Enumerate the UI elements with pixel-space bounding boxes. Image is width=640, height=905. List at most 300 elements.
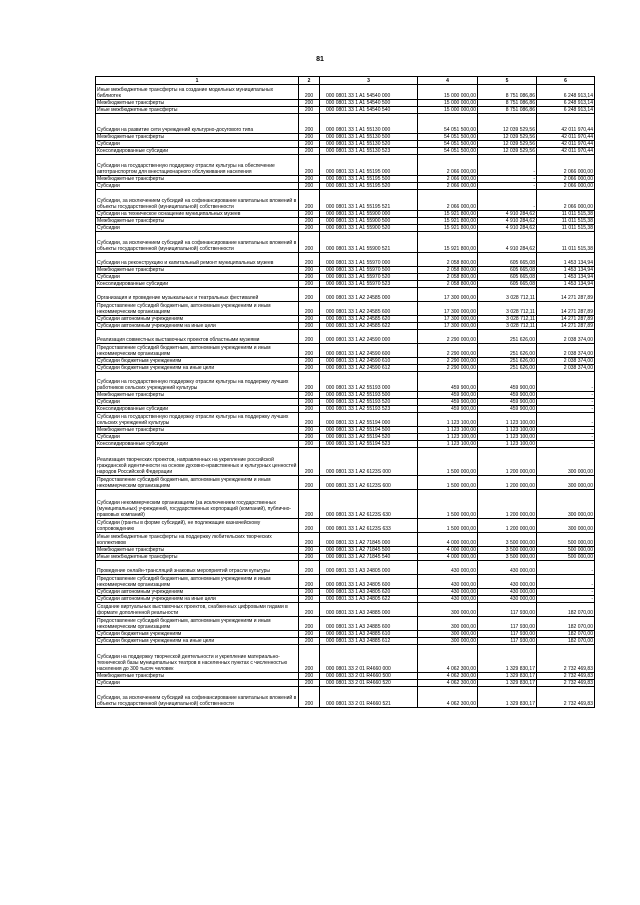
- row-kbk-cell: 000 0801 33 1 A2 55193 523: [320, 406, 418, 413]
- row-kbk-cell: 000 0801 33 2 01 R4660 520: [320, 680, 418, 687]
- row-plan-cell: 15 921 800,00: [418, 232, 478, 253]
- row-fact-cell: 459 900,00: [478, 406, 537, 413]
- row-rest-cell: -: [537, 406, 595, 413]
- row-kbk-cell: 000 0801 33 1 A1 55970 500: [320, 267, 418, 274]
- row-fact-cell: 605 665,08: [478, 253, 537, 267]
- row-name-cell: Межбюджетные трансферты: [96, 218, 299, 225]
- row-name-cell: Консолидированные субсидии: [96, 406, 299, 413]
- row-name-cell: Иные межбюджетные трансферты на поддержку любительских творческих коллективов: [96, 533, 299, 547]
- row-rest-cell: -: [537, 413, 595, 427]
- row-name-cell: Субсидии на поддержку творческой деятельности и укрепление материально-технической базы муниципальных театров в населенных пунктах с численностью населения до 300 тысяч человек: [96, 645, 299, 673]
- table-row: [96, 547, 595, 554]
- row-fact-cell: 4 910 284,62: [478, 225, 537, 232]
- row-fact-cell: 4 910 284,62: [478, 232, 537, 253]
- table-row: [96, 631, 595, 638]
- row-plan-cell: 15 000 000,00: [418, 85, 478, 100]
- row-code-cell: 200: [299, 218, 320, 225]
- table-row: [96, 114, 595, 134]
- row-plan-cell: 4 062 300,00: [418, 645, 478, 673]
- row-code-cell: 200: [299, 490, 320, 519]
- row-plan-cell: 54 051 500,00: [418, 134, 478, 141]
- row-name-cell: Субсидии бюджетным учреждениям: [96, 358, 299, 365]
- table-row: [96, 148, 595, 155]
- table-row: [96, 358, 595, 365]
- row-fact-cell: 1 200 000,00: [478, 448, 537, 476]
- row-plan-cell: 1 500 000,00: [418, 490, 478, 519]
- row-code-cell: 200: [299, 673, 320, 680]
- row-fact-cell: 430 000,00: [478, 596, 537, 603]
- row-rest-cell: 42 011 970,44: [537, 114, 595, 134]
- row-rest-cell: 2 732 469,83: [537, 687, 595, 708]
- header-cell: 6: [537, 77, 595, 85]
- row-kbk-cell: 000 0801 33 1 A2 24585 622: [320, 323, 418, 330]
- row-name-cell: Субсидии: [96, 183, 299, 190]
- row-kbk-cell: 000 0801 33 1 A2 24590 612: [320, 365, 418, 372]
- row-plan-cell: 4 000 000,00: [418, 533, 478, 547]
- row-plan-cell: 300 000,00: [418, 617, 478, 631]
- row-plan-cell: 17 300 000,00: [418, 302, 478, 316]
- row-code-cell: 200: [299, 547, 320, 554]
- row-plan-cell: 1 123 100,00: [418, 413, 478, 427]
- row-rest-cell: 2 066 000,00: [537, 176, 595, 183]
- row-fact-cell: 251 626,00: [478, 365, 537, 372]
- row-rest-cell: 2 038 374,00: [537, 330, 595, 344]
- row-code-cell: 200: [299, 323, 320, 330]
- row-name-cell: Субсидии (гранты в форме субсидий), не подлежащие казначейскому сопровождению: [96, 519, 299, 533]
- row-name-cell: Субсидии: [96, 680, 299, 687]
- row-fact-cell: 1 329 830,17: [478, 673, 537, 680]
- row-name-cell: Субсидии на государственную поддержку отрасли культуры на поддержку лучших работников сельских учреждений культуры: [96, 372, 299, 392]
- row-rest-cell: 2 038 374,00: [537, 358, 595, 365]
- row-code-cell: 200: [299, 281, 320, 288]
- row-rest-cell: 1 453 134,94: [537, 253, 595, 267]
- row-name-cell: Субсидии бюджетным учреждениям на иные цели: [96, 365, 299, 372]
- row-kbk-cell: 000 0801 33 1 A3 24885 000: [320, 603, 418, 617]
- row-name-cell: Субсидии: [96, 225, 299, 232]
- row-kbk-cell: 000 0801 33 1 A2 6123S 000: [320, 448, 418, 476]
- row-kbk-cell: 000 0801 33 1 A1 54540 500: [320, 100, 418, 107]
- row-plan-cell: 2 290 000,00: [418, 330, 478, 344]
- table-row: [96, 561, 595, 575]
- row-fact-cell: 117 930,00: [478, 638, 537, 645]
- row-name-cell: Субсидии автономным учреждениям на иные цели: [96, 596, 299, 603]
- row-name-cell: Субсидии: [96, 274, 299, 281]
- row-name-cell: Субсидии автономным учреждениям: [96, 316, 299, 323]
- row-kbk-cell: 000 0801 33 1 A1 55195 500: [320, 176, 418, 183]
- row-kbk-cell: 000 0801 33 1 A1 55900 500: [320, 218, 418, 225]
- row-fact-cell: 3 028 712,11: [478, 316, 537, 323]
- row-fact-cell: 4 910 284,62: [478, 211, 537, 218]
- row-kbk-cell: 000 0801 33 1 A1 55195 520: [320, 183, 418, 190]
- row-rest-cell: 42 011 970,44: [537, 134, 595, 141]
- header-cell: 5: [478, 77, 537, 85]
- table-row: [96, 687, 595, 708]
- row-code-cell: 200: [299, 638, 320, 645]
- table-row: [96, 441, 595, 448]
- row-fact-cell: 4 910 284,62: [478, 218, 537, 225]
- row-code-cell: 200: [299, 100, 320, 107]
- table-row: [96, 134, 595, 141]
- row-kbk-cell: 000 0801 33 1 A2 24590 000: [320, 330, 418, 344]
- row-name-cell: Межбюджетные трансферты: [96, 427, 299, 434]
- table-row: [96, 141, 595, 148]
- row-kbk-cell: 000 0801 33 1 A1 55130 000: [320, 114, 418, 134]
- table-row: [96, 267, 595, 274]
- row-fact-cell: 117 930,00: [478, 603, 537, 617]
- row-plan-cell: 300 000,00: [418, 631, 478, 638]
- table-row: [96, 638, 595, 645]
- row-plan-cell: 15 921 800,00: [418, 211, 478, 218]
- row-name-cell: Реализация совместных выставочных проектов областными музеями: [96, 330, 299, 344]
- row-kbk-cell: 000 0801 33 2 01 R4660 000: [320, 645, 418, 673]
- row-fact-cell: 605 665,08: [478, 274, 537, 281]
- row-plan-cell: 1 500 000,00: [418, 476, 478, 490]
- row-plan-cell: 430 000,00: [418, 561, 478, 575]
- row-rest-cell: 42 011 970,44: [537, 141, 595, 148]
- row-rest-cell: -: [537, 561, 595, 575]
- table-row: [96, 107, 595, 114]
- row-rest-cell: 182 070,00: [537, 638, 595, 645]
- row-name-cell: Предоставление субсидий бюджетным, автономным учреждениям и иным некоммерческим организациям: [96, 344, 299, 358]
- row-plan-cell: 459 900,00: [418, 392, 478, 399]
- row-name-cell: Субсидии автономным учреждениям на иные цели: [96, 323, 299, 330]
- row-fact-cell: 3 500 000,00: [478, 554, 537, 561]
- row-rest-cell: -: [537, 399, 595, 406]
- table-row: [96, 476, 595, 490]
- row-name-cell: Субсидии бюджетным учреждениям на иные цели: [96, 638, 299, 645]
- row-plan-cell: 459 900,00: [418, 399, 478, 406]
- row-plan-cell: 2 290 000,00: [418, 365, 478, 372]
- table-row: [96, 323, 595, 330]
- row-rest-cell: -: [537, 427, 595, 434]
- row-rest-cell: 1 453 134,94: [537, 267, 595, 274]
- row-fact-cell: 459 900,00: [478, 392, 537, 399]
- row-kbk-cell: 000 0801 33 1 A3 24805 622: [320, 596, 418, 603]
- row-plan-cell: 1 500 000,00: [418, 448, 478, 476]
- row-fact-cell: 430 000,00: [478, 561, 537, 575]
- row-fact-cell: 3 500 000,00: [478, 533, 537, 547]
- table-row: [96, 645, 595, 673]
- row-name-cell: Иные межбюджетные трансферты: [96, 554, 299, 561]
- row-kbk-cell: 000 0801 33 1 A2 71845 540: [320, 554, 418, 561]
- table-row: [96, 596, 595, 603]
- table-row: [96, 155, 595, 176]
- row-rest-cell: 500 000,00: [537, 533, 595, 547]
- row-fact-cell: 117 930,00: [478, 617, 537, 631]
- row-plan-cell: 2 066 000,00: [418, 155, 478, 176]
- row-fact-cell: 3 028 712,11: [478, 323, 537, 330]
- row-name-cell: Межбюджетные трансферты: [96, 392, 299, 399]
- row-name-cell: Субсидии: [96, 434, 299, 441]
- row-kbk-cell: 000 0801 33 1 A1 55970 000: [320, 253, 418, 267]
- table-header-row: [96, 77, 595, 85]
- row-fact-cell: 251 626,00: [478, 358, 537, 365]
- page-number: 81: [316, 56, 324, 63]
- row-plan-cell: 4 000 000,00: [418, 554, 478, 561]
- row-code-cell: 200: [299, 448, 320, 476]
- row-rest-cell: 14 271 287,89: [537, 316, 595, 323]
- row-plan-cell: 4 062 300,00: [418, 673, 478, 680]
- row-rest-cell: -: [537, 575, 595, 589]
- row-kbk-cell: 000 0801 33 1 A2 55193 500: [320, 392, 418, 399]
- row-kbk-cell: 000 0801 33 1 A2 24590 610: [320, 358, 418, 365]
- row-name-cell: Субсидии, за исключением субсидий на софинансирование капитальных вложений в объекты государственной (муниципальной) собственности: [96, 232, 299, 253]
- row-kbk-cell: 000 0801 33 1 A3 24885 600: [320, 617, 418, 631]
- row-rest-cell: 2 066 000,00: [537, 183, 595, 190]
- table-row: [96, 281, 595, 288]
- row-name-cell: Субсидии: [96, 141, 299, 148]
- row-rest-cell: 2 732 469,83: [537, 680, 595, 687]
- row-code-cell: 200: [299, 434, 320, 441]
- row-code-cell: 200: [299, 441, 320, 448]
- row-code-cell: 200: [299, 399, 320, 406]
- row-plan-cell: 2 058 800,00: [418, 274, 478, 281]
- table-row: [96, 399, 595, 406]
- table-row: [96, 85, 595, 100]
- row-kbk-cell: 000 0801 33 1 A2 55194 523: [320, 441, 418, 448]
- row-name-cell: Субсидии автономным учреждениям: [96, 589, 299, 596]
- row-plan-cell: 2 066 000,00: [418, 190, 478, 211]
- row-plan-cell: 17 300 000,00: [418, 316, 478, 323]
- table-row: [96, 344, 595, 358]
- row-name-cell: Консолидированные субсидии: [96, 441, 299, 448]
- table-row: [96, 365, 595, 372]
- row-kbk-cell: 000 0801 33 1 A2 55193 520: [320, 399, 418, 406]
- table-row: [96, 232, 595, 253]
- row-fact-cell: 117 930,00: [478, 631, 537, 638]
- row-rest-cell: 300 000,00: [537, 448, 595, 476]
- row-fact-cell: 1 329 830,17: [478, 687, 537, 708]
- table-row: [96, 617, 595, 631]
- row-code-cell: 200: [299, 148, 320, 155]
- table-row: [96, 288, 595, 302]
- row-rest-cell: 2 066 000,00: [537, 155, 595, 176]
- row-code-cell: 200: [299, 645, 320, 673]
- row-code-cell: 200: [299, 533, 320, 547]
- row-kbk-cell: 000 0801 33 1 A2 6123S 600: [320, 476, 418, 490]
- row-kbk-cell: 000 0801 33 1 A2 24590 600: [320, 344, 418, 358]
- row-kbk-cell: 000 0801 33 1 A1 55130 500: [320, 134, 418, 141]
- row-kbk-cell: 000 0801 33 1 A2 55193 000: [320, 372, 418, 392]
- row-name-cell: Межбюджетные трансферты: [96, 176, 299, 183]
- table-row: [96, 575, 595, 589]
- table-row: [96, 372, 595, 392]
- header-cell: 1: [96, 77, 299, 85]
- table-row: [96, 330, 595, 344]
- header-cell: 2: [299, 77, 320, 85]
- row-rest-cell: 2 732 469,83: [537, 645, 595, 673]
- row-code-cell: 200: [299, 476, 320, 490]
- row-rest-cell: 300 000,00: [537, 490, 595, 519]
- table-row: [96, 680, 595, 687]
- row-fact-cell: 605 665,08: [478, 267, 537, 274]
- row-plan-cell: 430 000,00: [418, 589, 478, 596]
- row-fact-cell: -: [478, 183, 537, 190]
- row-rest-cell: 1 453 134,94: [537, 281, 595, 288]
- row-code-cell: 200: [299, 330, 320, 344]
- row-code-cell: 200: [299, 253, 320, 267]
- row-fact-cell: 251 626,00: [478, 330, 537, 344]
- row-fact-cell: 1 123 100,00: [478, 427, 537, 434]
- row-plan-cell: 4 062 300,00: [418, 680, 478, 687]
- row-plan-cell: 15 921 800,00: [418, 225, 478, 232]
- row-plan-cell: 2 290 000,00: [418, 344, 478, 358]
- row-fact-cell: 251 626,00: [478, 344, 537, 358]
- row-fact-cell: 605 665,08: [478, 281, 537, 288]
- row-fact-cell: 1 329 830,17: [478, 645, 537, 673]
- row-fact-cell: 12 039 529,56: [478, 134, 537, 141]
- row-code-cell: 200: [299, 176, 320, 183]
- row-plan-cell: 54 051 500,00: [418, 141, 478, 148]
- row-kbk-cell: 000 0801 33 1 A2 6123S 630: [320, 490, 418, 519]
- row-rest-cell: 182 070,00: [537, 631, 595, 638]
- row-rest-cell: 2 038 374,00: [537, 365, 595, 372]
- row-name-cell: Субсидии на государственную поддержку отрасли культуры на поддержку лучших сельских учреждений культуры: [96, 413, 299, 427]
- row-code-cell: 200: [299, 85, 320, 100]
- row-kbk-cell: 000 0801 33 1 A2 6123S 633: [320, 519, 418, 533]
- row-kbk-cell: 000 0801 33 1 A3 24885 610: [320, 631, 418, 638]
- row-name-cell: Субсидии: [96, 399, 299, 406]
- row-rest-cell: 11 011 515,38: [537, 218, 595, 225]
- table-row: [96, 302, 595, 316]
- row-rest-cell: 300 000,00: [537, 476, 595, 490]
- row-name-cell: Субсидии на развитие сети учреждений культурно-досугового типа: [96, 114, 299, 134]
- row-rest-cell: 11 011 515,38: [537, 211, 595, 218]
- row-fact-cell: 459 900,00: [478, 399, 537, 406]
- row-fact-cell: 1 123 100,00: [478, 434, 537, 441]
- row-name-cell: Субсидии, за исключением субсидий на софинансирование капитальных вложений в объекты государственной (муниципальной) собственности: [96, 687, 299, 708]
- table-row: [96, 519, 595, 533]
- row-code-cell: 200: [299, 589, 320, 596]
- row-rest-cell: 500 000,00: [537, 554, 595, 561]
- row-code-cell: 200: [299, 344, 320, 358]
- row-code-cell: 200: [299, 114, 320, 134]
- table-row: [96, 427, 595, 434]
- table-row: [96, 190, 595, 211]
- row-fact-cell: 1 200 000,00: [478, 476, 537, 490]
- row-fact-cell: 3 028 712,11: [478, 288, 537, 302]
- row-kbk-cell: 000 0801 33 1 A1 55970 520: [320, 274, 418, 281]
- row-rest-cell: 6 248 913,14: [537, 100, 595, 107]
- row-code-cell: 200: [299, 225, 320, 232]
- row-fact-cell: 8 751 086,86: [478, 85, 537, 100]
- row-fact-cell: 1 200 000,00: [478, 519, 537, 533]
- row-name-cell: Субсидии бюджетным учреждениям: [96, 631, 299, 638]
- row-code-cell: 200: [299, 687, 320, 708]
- table-row: [96, 406, 595, 413]
- row-name-cell: Предоставление субсидий бюджетным, автономным учреждениям и иным некоммерческим организациям: [96, 476, 299, 490]
- row-plan-cell: 15 000 000,00: [418, 107, 478, 114]
- row-name-cell: Субсидии на реконструкцию и капитальный ремонт муниципальных музеев: [96, 253, 299, 267]
- row-kbk-cell: 000 0801 33 2 01 R4660 500: [320, 673, 418, 680]
- table-row: [96, 253, 595, 267]
- row-code-cell: 200: [299, 631, 320, 638]
- row-code-cell: 200: [299, 267, 320, 274]
- row-kbk-cell: 000 0801 33 1 A2 24585 600: [320, 302, 418, 316]
- row-plan-cell: 2 058 800,00: [418, 267, 478, 274]
- row-code-cell: 200: [299, 617, 320, 631]
- row-rest-cell: -: [537, 589, 595, 596]
- table-row: [96, 225, 595, 232]
- row-plan-cell: 54 051 500,00: [418, 114, 478, 134]
- row-rest-cell: 2 066 000,00: [537, 190, 595, 211]
- row-fact-cell: 12 039 529,56: [478, 114, 537, 134]
- table-row: [96, 100, 595, 107]
- row-kbk-cell: 000 0801 33 1 A1 55195 000: [320, 155, 418, 176]
- row-name-cell: Предоставление субсидий бюджетным, автономным учреждениям и иным некоммерческим организациям: [96, 575, 299, 589]
- table-row: [96, 673, 595, 680]
- row-plan-cell: 300 000,00: [418, 603, 478, 617]
- row-plan-cell: 54 051 500,00: [418, 148, 478, 155]
- row-plan-cell: 459 900,00: [418, 406, 478, 413]
- row-kbk-cell: 000 0801 33 1 A2 55194 500: [320, 427, 418, 434]
- row-fact-cell: 1 200 000,00: [478, 490, 537, 519]
- row-rest-cell: 182 070,00: [537, 617, 595, 631]
- row-kbk-cell: 000 0801 33 1 A2 71845 500: [320, 547, 418, 554]
- table-row: [96, 589, 595, 596]
- budget-table-body: [96, 77, 595, 708]
- row-kbk-cell: 000 0801 33 1 A1 55900 521: [320, 232, 418, 253]
- row-plan-cell: 1 123 100,00: [418, 427, 478, 434]
- row-name-cell: Консолидированные субсидии: [96, 148, 299, 155]
- row-code-cell: 200: [299, 183, 320, 190]
- row-name-cell: Проведение онлайн-трансляций знаковых мероприятий отрасли культуры: [96, 561, 299, 575]
- row-kbk-cell: 000 0801 33 1 A3 24885 612: [320, 638, 418, 645]
- row-code-cell: 200: [299, 107, 320, 114]
- row-name-cell: Межбюджетные трансферты: [96, 267, 299, 274]
- row-kbk-cell: 000 0801 33 1 A1 55900 520: [320, 225, 418, 232]
- row-plan-cell: 300 000,00: [418, 638, 478, 645]
- row-kbk-cell: 000 0801 33 1 A2 24585 620: [320, 316, 418, 323]
- row-code-cell: 200: [299, 680, 320, 687]
- table-row: [96, 554, 595, 561]
- row-name-cell: Межбюджетные трансферты: [96, 547, 299, 554]
- table-row: [96, 218, 595, 225]
- row-code-cell: 200: [299, 190, 320, 211]
- row-code-cell: 200: [299, 392, 320, 399]
- row-kbk-cell: 000 0801 33 1 A3 24805 000: [320, 561, 418, 575]
- row-rest-cell: -: [537, 392, 595, 399]
- row-plan-cell: 430 000,00: [418, 596, 478, 603]
- row-fact-cell: -: [478, 155, 537, 176]
- row-rest-cell: -: [537, 596, 595, 603]
- row-code-cell: 200: [299, 211, 320, 218]
- row-code-cell: 200: [299, 372, 320, 392]
- row-code-cell: 200: [299, 155, 320, 176]
- row-rest-cell: 6 248 913,14: [537, 85, 595, 100]
- row-name-cell: Предоставление субсидий бюджетным, автономным учреждениям и иным некоммерческим организациям: [96, 617, 299, 631]
- row-kbk-cell: 000 0801 33 1 A1 55970 523: [320, 281, 418, 288]
- row-rest-cell: 14 271 287,89: [537, 288, 595, 302]
- row-fact-cell: 1 329 830,17: [478, 680, 537, 687]
- table-row: [96, 448, 595, 476]
- row-kbk-cell: 000 0801 33 1 A1 55195 521: [320, 190, 418, 211]
- table-row: [96, 316, 595, 323]
- row-kbk-cell: 000 0801 33 1 A1 55130 520: [320, 141, 418, 148]
- row-plan-cell: 1 123 100,00: [418, 434, 478, 441]
- row-code-cell: 200: [299, 302, 320, 316]
- row-code-cell: 200: [299, 288, 320, 302]
- row-fact-cell: 8 751 086,86: [478, 100, 537, 107]
- row-code-cell: 200: [299, 232, 320, 253]
- row-name-cell: Предоставление субсидий бюджетным, автономным учреждениям и иным некоммерческим организациям: [96, 302, 299, 316]
- row-plan-cell: 2 058 800,00: [418, 253, 478, 267]
- row-name-cell: Реализация творческих проектов, направленных на укрепление российской гражданской идентичности на основе духовно-нравственных и культурных ценностей народов Российской Федерации: [96, 448, 299, 476]
- row-rest-cell: -: [537, 441, 595, 448]
- row-rest-cell: 42 011 970,44: [537, 148, 595, 155]
- table-row: [96, 533, 595, 547]
- row-code-cell: 200: [299, 561, 320, 575]
